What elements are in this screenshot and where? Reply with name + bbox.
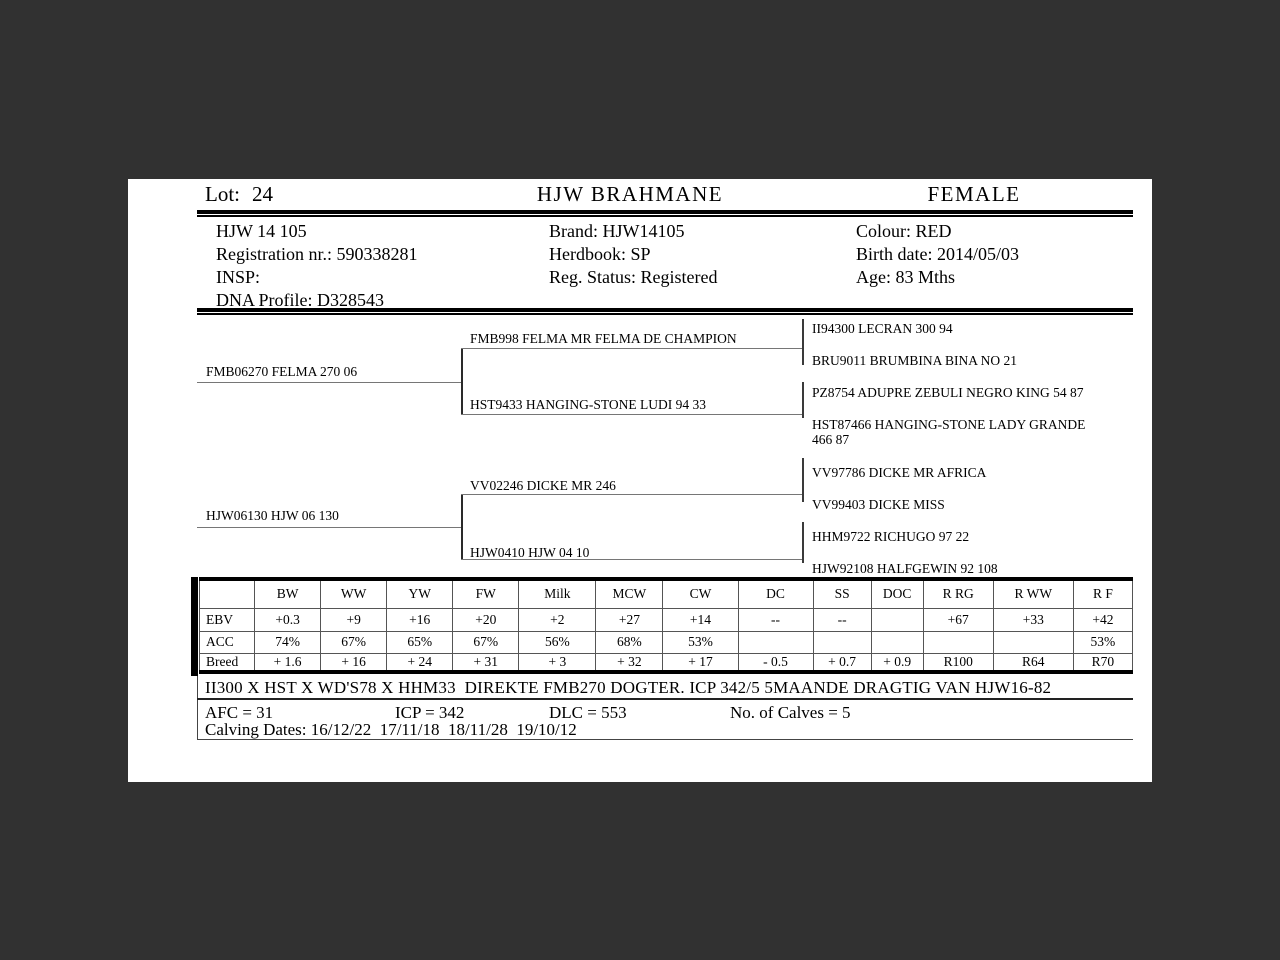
ebv-header-row — [200, 579, 1133, 608]
pedigree-great-grandparent: II94300 LECRAN 300 94 — [812, 321, 953, 336]
ebv-cell: R100 — [923, 653, 993, 672]
ebv-cell: + 24 — [387, 653, 453, 672]
pedigree-sire: FMB06270 FELMA 270 06 — [206, 364, 358, 379]
ebv-column-header: SS — [813, 579, 871, 608]
stat-number-of-calves: No. of Calves = 5 — [730, 703, 851, 722]
pedigree-great-grandparent: BRU9011 BRUMBINA BINA NO 21 — [812, 353, 1018, 368]
inspection: INSP: — [216, 267, 261, 287]
footer-divider-2 — [197, 739, 1133, 740]
info-column-identity — [216, 220, 418, 312]
ebv-cell: +27 — [596, 608, 663, 631]
sex-heading: FEMALE — [927, 182, 1021, 206]
ebv-cell: +2 — [519, 608, 596, 631]
ebv-cell: +9 — [321, 608, 387, 631]
ebv-cell: -- — [813, 608, 871, 631]
breeding-description: II300 X HST X WD'S78 X HHM33 DIREKTE FMB270 DOGTER. ICP 342/5 5MAANDE DRAGTIG VAN HJW16-82 — [205, 678, 1052, 697]
pedigree-sire-bracket — [461, 348, 463, 415]
info-column-registry — [549, 220, 717, 289]
ebv-column-header: Milk — [519, 579, 596, 608]
registration-number: Registration nr.: 590338281 — [216, 244, 418, 264]
ebv-cell: 53% — [663, 631, 738, 653]
lot-label: Lot: — [205, 182, 240, 206]
pedigree-dam-sire-line — [461, 494, 802, 495]
info-divider — [197, 308, 1133, 315]
ebv-cell: - 0.5 — [738, 653, 813, 672]
pedigree-ggp-bracket-3 — [802, 458, 804, 502]
ebv-cell — [738, 631, 813, 653]
ebv-cell: R64 — [993, 653, 1073, 672]
ebv-column-header: DOC — [871, 579, 923, 608]
pedigree-great-grandparent: VV97786 DICKE MR AFRICA — [812, 465, 987, 480]
ebv-cell: +42 — [1073, 608, 1132, 631]
ebv-cell: + 1.6 — [255, 653, 321, 672]
pedigree-great-grandparent: HST87466 HANGING-STONE LADY GRANDE 466 87 — [812, 417, 1086, 447]
ebv-cell: +0.3 — [255, 608, 321, 631]
stat-afc: AFC = 31 — [205, 703, 274, 722]
pedigree-dam: HJW06130 HJW 06 130 — [206, 508, 339, 523]
ebv-cell: + 32 — [596, 653, 663, 672]
pedigree-sire-dam: HST9433 HANGING-STONE LUDI 94 33 — [470, 397, 706, 412]
pedigree-dam-line — [197, 527, 461, 528]
age: Age: 83 Mths — [856, 267, 955, 287]
ebv-row-breed — [200, 653, 1133, 672]
pedigree-sire-line — [197, 382, 461, 383]
pedigree-sire-dam-line — [461, 414, 802, 415]
ebv-cell: 65% — [387, 631, 453, 653]
footer-divider-1 — [197, 698, 1133, 700]
pedigree-great-grandparent: HHM9722 RICHUGO 97 22 — [812, 529, 970, 544]
ebv-column-header: R RG — [923, 579, 993, 608]
ebv-cell: + 0.7 — [813, 653, 871, 672]
reg-status: Reg. Status: Registered — [549, 267, 718, 287]
ebv-table-left-bar — [191, 577, 198, 676]
ebv-column-header: R WW — [993, 579, 1073, 608]
ebv-cell: R70 — [1073, 653, 1132, 672]
ebv-corner-cell — [200, 579, 255, 608]
pedigree-ggp-bracket-1 — [802, 319, 804, 365]
ebv-cell: 68% — [596, 631, 663, 653]
ebv-cell: +20 — [453, 608, 519, 631]
ebv-cell: + 31 — [453, 653, 519, 672]
ebv-cell: +33 — [993, 608, 1073, 631]
ebv-row-acc — [200, 631, 1133, 653]
header-divider — [197, 210, 1133, 217]
stat-dlc: DLC = 553 — [549, 703, 627, 722]
ebv-cell: 56% — [519, 631, 596, 653]
ebv-row-label: ACC — [200, 631, 255, 653]
ebv-cell: +14 — [663, 608, 738, 631]
ebv-cell — [993, 631, 1073, 653]
info-column-traits — [856, 220, 1019, 289]
colour: Colour: RED — [856, 221, 952, 241]
ebv-table — [199, 577, 1133, 674]
animal-id: HJW 14 105 — [216, 221, 307, 241]
ebv-cell: 67% — [453, 631, 519, 653]
ebv-column-header: FW — [453, 579, 519, 608]
ebv-row-ebv — [200, 608, 1133, 631]
ebv-cell: + 16 — [321, 653, 387, 672]
ebv-column-header: R F — [1073, 579, 1132, 608]
pedigree-dam-sire: VV02246 DICKE MR 246 — [470, 478, 616, 493]
ebv-row-label: Breed — [200, 653, 255, 672]
pedigree-ggp-bracket-4 — [802, 522, 804, 563]
pedigree-dam-dam-line — [461, 559, 802, 560]
ebv-cell — [923, 631, 993, 653]
ebv-row-label: EBV — [200, 608, 255, 631]
pedigree-ggp-bracket-2 — [802, 382, 804, 418]
pedigree-great-grandparent: HJW92108 HALFGEWIN 92 108 — [812, 561, 998, 576]
stat-icp: ICP = 342 — [395, 703, 465, 722]
ebv-cell: + 17 — [663, 653, 738, 672]
pedigree-sire-sire: FMB998 FELMA MR FELMA DE CHAMPION — [470, 331, 737, 346]
birth-date: Birth date: 2014/05/03 — [856, 244, 1019, 264]
brand: Brand: HJW14105 — [549, 221, 685, 241]
dna-profile: DNA Profile: D328543 — [216, 290, 384, 310]
pedigree-sire-sire-line — [461, 348, 802, 349]
ebv-cell — [871, 631, 923, 653]
ebv-cell: 74% — [255, 631, 321, 653]
ebv-cell: + 3 — [519, 653, 596, 672]
ebv-column-header: BW — [255, 579, 321, 608]
ebv-cell: +67 — [923, 608, 993, 631]
pedigree-dam-bracket — [461, 494, 463, 560]
herdbook: Herdbook: SP — [549, 244, 651, 264]
ebv-cell: -- — [738, 608, 813, 631]
ebv-cell: + 0.9 — [871, 653, 923, 672]
catalog-page — [128, 179, 1152, 782]
footer-left-border — [197, 676, 198, 740]
ebv-cell: +16 — [387, 608, 453, 631]
ebv-cell — [813, 631, 871, 653]
page-title: HJW BRAHMANE — [536, 182, 724, 206]
pedigree-great-grandparent: VV99403 DICKE MISS — [812, 497, 945, 512]
ebv-column-header: CW — [663, 579, 738, 608]
ebv-column-header: DC — [738, 579, 813, 608]
lot-number: 24 — [252, 182, 273, 206]
ebv-column-header: YW — [387, 579, 453, 608]
ebv-cell — [871, 608, 923, 631]
pedigree-dam-dam: HJW0410 HJW 04 10 — [470, 545, 590, 560]
ebv-column-header: MCW — [596, 579, 663, 608]
ebv-cell: 67% — [321, 631, 387, 653]
pedigree-great-grandparent: PZ8754 ADUPRE ZEBULI NEGRO KING 54 87 — [812, 385, 1084, 400]
ebv-cell: 53% — [1073, 631, 1132, 653]
ebv-column-header: WW — [321, 579, 387, 608]
calving-dates: Calving Dates: 16/12/22 17/11/18 18/11/28 19/10/12 — [205, 720, 577, 739]
lot-heading — [205, 182, 273, 207]
